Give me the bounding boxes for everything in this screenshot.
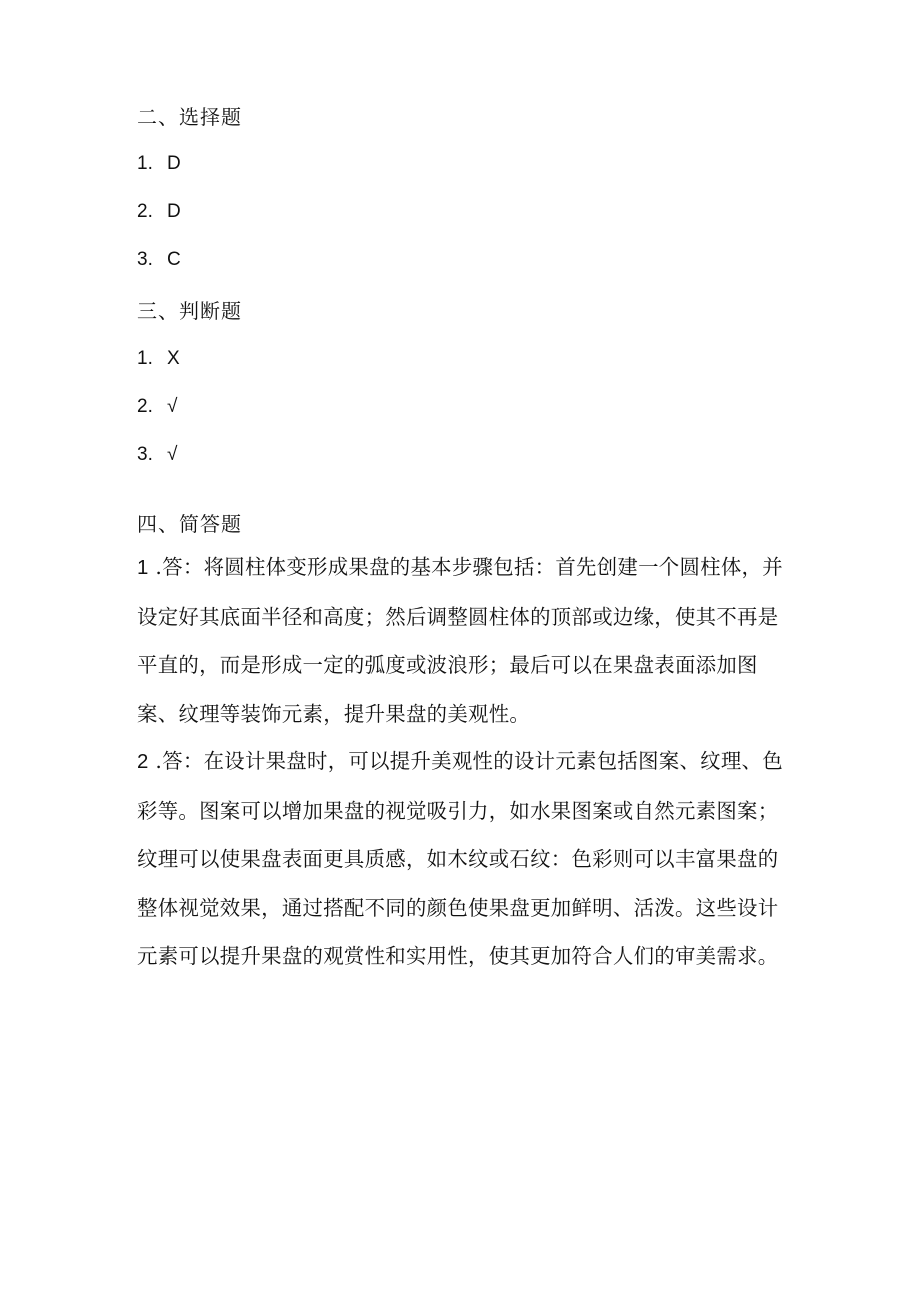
judgment-answer-1: [137, 348, 180, 370]
item-number: 1.: [137, 153, 153, 174]
answer-text: .答：将圆柱体变形成果盘的基本步骤包括：首先创建一个圆柱体，并设定好其底面半径和高度；然后调整圆柱体的顶部或边缘，使其不再是平直的，而是形成一定的弧度或波浪形；最后可以在果盘表面添加图案、纹理等装饰元素，提升果盘的美观性。: [137, 555, 783, 726]
choice-answer-3: [137, 249, 181, 271]
item-number: 2: [137, 751, 149, 773]
item-number: 2.: [137, 396, 153, 417]
item-number: 1: [137, 557, 149, 579]
item-number: 2.: [137, 201, 153, 222]
short-answer-2: [137, 737, 787, 981]
section-title-choice: 二、选择题: [137, 105, 242, 129]
choice-answer-1: [137, 153, 181, 175]
item-answer: D: [167, 153, 181, 174]
choice-answer-2: [137, 201, 181, 223]
item-number: 3.: [137, 444, 153, 465]
short-answer-1: [137, 543, 787, 738]
section-title-short-answer: 四、简答题: [137, 512, 242, 536]
answer-text: .答：在设计果盘时，可以提升美观性的设计元素包括图案、纹理、色彩等。图案可以增加果盘的视觉吸引力，如水果图案或自然元素图案；纹理可以使果盘表面更具质感，如木纹或石纹：色彩则可以丰富果盘的整体视觉效果，通过搭配不同的颜色使果盘更加鲜明、活泼。这些设计元素可以提升果盘的观赏性和实用性，使其更加符合人们的审美需求。: [137, 749, 783, 968]
item-answer: C: [167, 249, 181, 270]
judgment-answer-3: [137, 444, 177, 466]
item-answer: D: [167, 201, 181, 222]
item-number: 3.: [137, 249, 153, 270]
item-number: 1.: [137, 348, 153, 369]
item-answer: X: [167, 348, 180, 369]
item-answer: √: [167, 444, 178, 465]
judgment-answer-2: [137, 396, 177, 418]
item-answer: √: [167, 396, 178, 417]
section-title-judgment: 三、判断题: [137, 299, 242, 323]
